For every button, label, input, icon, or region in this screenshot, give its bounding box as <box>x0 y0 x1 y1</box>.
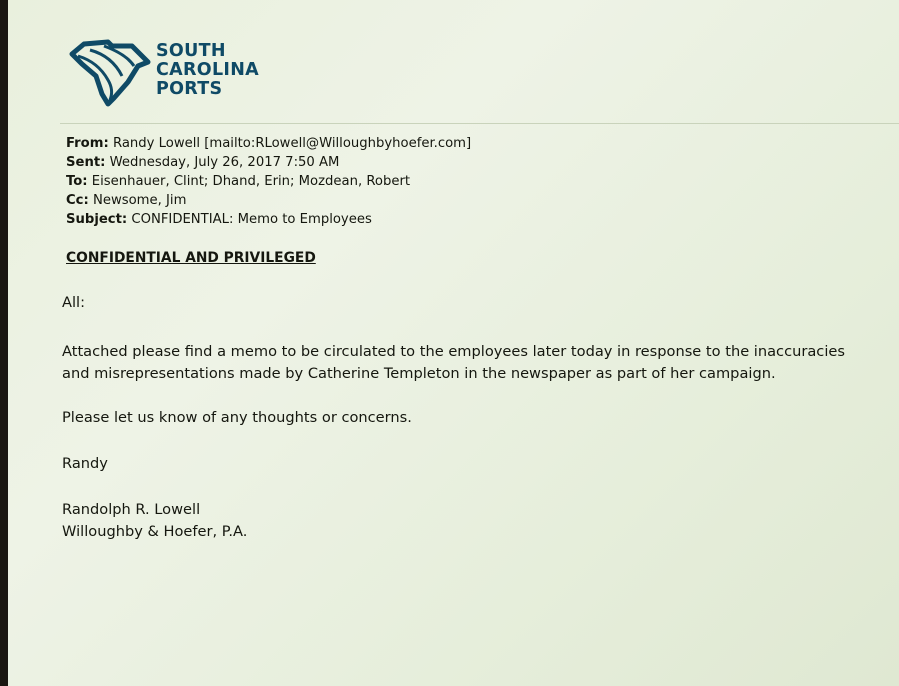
body-paragraph-line-1: Attached please find a memo to be circulated to the employees later today in response to the inaccuracies <box>62 343 845 360</box>
sent-label: Sent: <box>66 155 106 170</box>
signature-block <box>62 499 247 543</box>
cc-label: Cc: <box>66 193 89 208</box>
subject-label: Subject: <box>66 212 128 227</box>
header-divider <box>60 123 899 124</box>
cc-value: Newsome, Jim <box>92 193 187 208</box>
greeting: All: <box>62 294 86 311</box>
to-label: To: <box>66 174 88 189</box>
closing-request: Please let us know of any thoughts or concerns. <box>62 409 412 426</box>
logo-line-south: SOUTH <box>156 41 226 61</box>
logo-line-ports: PORTS <box>156 79 223 99</box>
subject-value: CONFIDENTIAL: Memo to Employees <box>131 212 372 227</box>
palmetto-state-outline-icon <box>68 36 152 108</box>
from-row <box>66 134 471 153</box>
body-paragraph <box>62 341 845 385</box>
logo-line-carolina: CAROLINA <box>156 60 259 80</box>
confidential-heading: CONFIDENTIAL AND PRIVILEGED <box>66 250 316 266</box>
signature-firm: Willoughby & Hoefer, P.A. <box>62 523 248 540</box>
signoff: Randy <box>62 455 108 472</box>
from-value: Randy Lowell [mailto:RLowell@Willoughbyhoefer.com] <box>112 136 472 151</box>
sent-value: Wednesday, July 26, 2017 7:50 AM <box>109 155 340 170</box>
sent-row <box>66 153 471 172</box>
subject-row <box>66 210 471 229</box>
email-headers <box>66 134 471 229</box>
logo-wordmark <box>156 42 259 99</box>
cc-row <box>66 191 471 210</box>
signature-name: Randolph R. Lowell <box>62 501 201 518</box>
from-label: From: <box>66 136 109 151</box>
to-value: Eisenhauer, Clint; Dhand, Erin; Mozdean, Robert <box>91 174 411 189</box>
body-paragraph-line-2: and misrepresentations made by Catherine Templeton in the newspaper as part of her campaign. <box>62 365 776 382</box>
document-page <box>8 0 899 686</box>
south-carolina-ports-logo <box>68 36 308 112</box>
to-row <box>66 172 471 191</box>
